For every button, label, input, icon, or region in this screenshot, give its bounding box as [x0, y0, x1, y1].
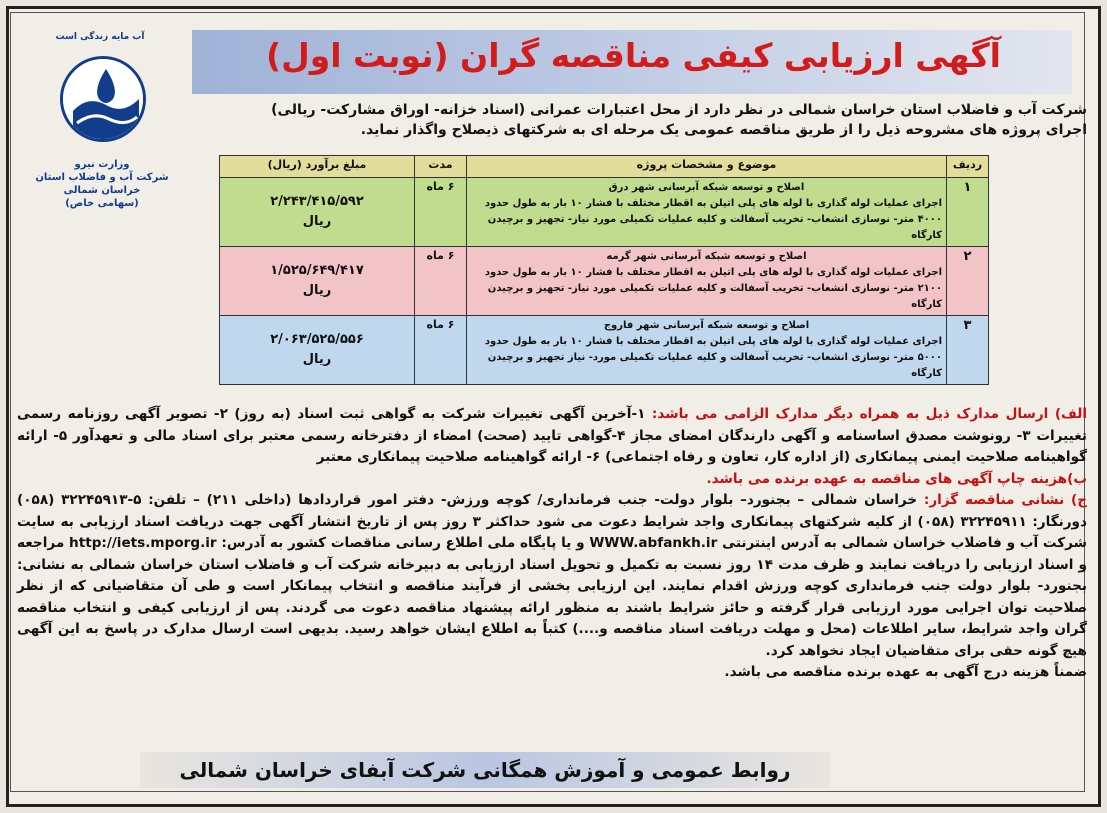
- logo-ring-text: آب مایه زندگی است: [55, 32, 145, 42]
- project-title: اصلاح و توسعه شبکه آبرسانی شهر گرمه: [606, 251, 807, 262]
- project-title: اصلاح و توسعه شبکه آبرسانی شهر فاروج: [603, 320, 810, 331]
- project-amount: [220, 178, 415, 247]
- section-b: ب)هزینه چاپ آگهی های مناقصه به عهده برنده می باشد.: [706, 470, 1087, 487]
- table-row: [220, 247, 989, 316]
- amount-value: ۲/۰۶۳/۵۲۵/۵۵۶: [270, 332, 364, 347]
- amount-value: ۲/۲۴۳/۴۱۵/۵۹۲: [270, 194, 364, 209]
- table-row: [220, 316, 989, 385]
- row-number: ۱: [947, 178, 989, 247]
- logo-caption-company: شرکت آب و فاضلاب استان خراسان شمالی: [35, 172, 169, 196]
- amount-unit: ریال: [302, 352, 332, 367]
- logo-caption-ministry: وزارت نیرو: [74, 159, 130, 170]
- project-description: [467, 316, 947, 385]
- project-title: اصلاح و توسعه شبکه آبرسانی شهر درق: [608, 182, 805, 193]
- project-duration: ۶ ماه: [415, 247, 467, 316]
- section-c-label: ج) نشانی مناقصه گزار:: [923, 492, 1088, 508]
- row-number: ۳: [947, 316, 989, 385]
- project-details: اجرای عملیات لوله گذاری با لوله های پلی اتیلن به اقطار مختلف با فشار ۱۰ بار به طول حدود ۲۱۰۰ متر- نوسازی انشعاب- تخریب آسفالت و کلیه عملیات تکمیلی مورد نیاز- تجهیز و برچیدن کارگاه: [484, 267, 942, 310]
- project-duration: ۶ ماه: [415, 178, 467, 247]
- table-row: [220, 178, 989, 247]
- project-amount: [220, 247, 415, 316]
- row-number: ۲: [947, 247, 989, 316]
- header-project: موضوع و مشخصات پروژه: [467, 156, 947, 178]
- logo-caption-type: (سهامی خاص): [65, 198, 139, 209]
- header-duration: مدت: [415, 156, 467, 178]
- notice-body: [17, 404, 1087, 684]
- section-a-text: ۱-آخرین آگهی تغییرات شرکت به گواهی ثبت اسناد (به روز) ۲- تصویر آگهی روزنامه رسمی تغییرات ۳- رونوشت مصدق اساسنامه و آگهی دارندگان امضای مجاز ۴-گواهی تایید (صحت) امضاء از دفترخانه رسمی معتبر برای اسناد مالی و تعهدآور ۵- ارائه گواهینامه صلاحیت ایمنی پیمانکاری (از اداره کار، تعاون و رفاه اجتماعی) ۶- ارائه گواهینامه صلاحیت پیمانکاری معتبر: [17, 406, 1087, 465]
- water-drop-logo-icon: [60, 56, 146, 142]
- project-details: اجرای عملیات لوله گذاری با لوله های پلی اتیلن به اقطار مختلف با فشار ۱۰ بار به طول حدود ۴۰۰۰ متر- نوسازی انشعاب- تخریب آسفالت و کلیه عملیات تکمیلی مورد نیاز- تجهیز و برچیدن کارگاه: [484, 198, 942, 241]
- header-row-number: ردیف: [947, 156, 989, 178]
- intro-paragraph: شرکت آب و فاضلاب استان خراسان شمالی در نظر دارد از محل اعتبارات عمرانی (اسناد خزانه- اوراق مشارکت- ریالی) اجرای پروژه های مشروحه ذیل را از طریق مناقصه عمومی یک مرحله ای به شرکتهای ذیصلاح واگذار نماید.: [271, 102, 1087, 138]
- section-c-text: خراسان شمالی – بجنورد– بلوار دولت- جنب فرمانداری/ کوچه ورزش- دفتر امور قراردادها (داخلی ۲۱۱) – تلفن: ۵-۳۲۲۴۵۹۱۳ (۰۵۸) دورنگار: ۳۲۲۴۵۹۱۱ (۰۵۸) از کلیه شرکتهای پیمانکاری واجد شرایط دعوت می شود حداکثر ۳ روز پس از تاریخ انتشار آگهی جهت دریافت اسناد ارزیابی به سایت شرکت آب و فاضلاب خراسان شمالی به آدرس اینترنتی WWW.abfankh.ir و یا پایگاه ملی اطلاع رسانی مناقصات کشور به آدرس: http://iets.mporg.ir مراجعه و اسناد ارزیابی را دریافت نمایند و ظرف مدت ۱۴ روز نسبت به تکمیل و تحویل اسناد ارزیابی به دبیرخانه شرکت آب و فاضلاب استان خراسان شمالی به نشانی: بجنورد- بلوار دولت جنب فرمانداری کوچه ورزش اقدام نمایند. این ارزیابی بخشی از فرآیند مناقصه و انتخاب پیمانکار است و طی آن متقاضیانی که از نظر صلاحیت توان اجرایی مورد ارزیابی قرار گرفته و حائز شرایط باشند به منظور ارائه پیشنهاد مناقصه دعوت می گردند. پس از ارزیابی کیفی و انتخاب مناقصه گران واجد شرایط، سایر اطلاعات (محل و مهلت دریافت اسناد مناقصه و....) کتباً به اطلاع ایشان خواهد رسید. بدیهی است ارسال مدارک در پاسخ به این آگهی هیچ گونه حقی برای متقاضیان ایجاد نخواهد کرد.: [17, 492, 1088, 659]
- footer-signature: روابط عمومی و آموزش همگانی شرکت آبفای خراسان شمالی: [140, 752, 830, 788]
- table-header-row: [220, 156, 989, 178]
- projects-table: [219, 155, 989, 385]
- amount-value: ۱/۵۲۵/۶۴۹/۴۱۷: [270, 263, 364, 278]
- project-duration: ۶ ماه: [415, 316, 467, 385]
- amount-unit: ریال: [302, 283, 332, 298]
- logo-caption: [22, 158, 182, 210]
- project-amount: [220, 316, 415, 385]
- section-a: [17, 404, 1087, 469]
- section-a-label: الف) ارسال مدارک ذیل به همراه دیگر مدارک الزامی می باشد:: [651, 406, 1088, 422]
- amount-unit: ریال: [302, 214, 332, 229]
- closing-note: ضمناً هزینه درج آگهی به عهده برنده مناقصه می باشد.: [724, 664, 1087, 680]
- project-description: [467, 247, 947, 316]
- project-description: [467, 178, 947, 247]
- header-amount: مبلغ برآورد (ریال): [220, 156, 415, 178]
- section-c: [17, 490, 1087, 662]
- company-logo: [22, 30, 182, 220]
- page-title: آگهی ارزیابی کیفی مناقصه گران (نوبت اول): [266, 36, 1001, 75]
- project-details: اجرای عملیات لوله گذاری با لوله های پلی اتیلن به اقطار مختلف با فشار ۱۰ بار به طول حدود ۵۰۰۰ متر- نوسازی انشعاب- تخریب آسفالت و کلیه عملیات تکمیلی مورد- نیاز تجهیز و برچیدن کارگاه: [484, 336, 942, 379]
